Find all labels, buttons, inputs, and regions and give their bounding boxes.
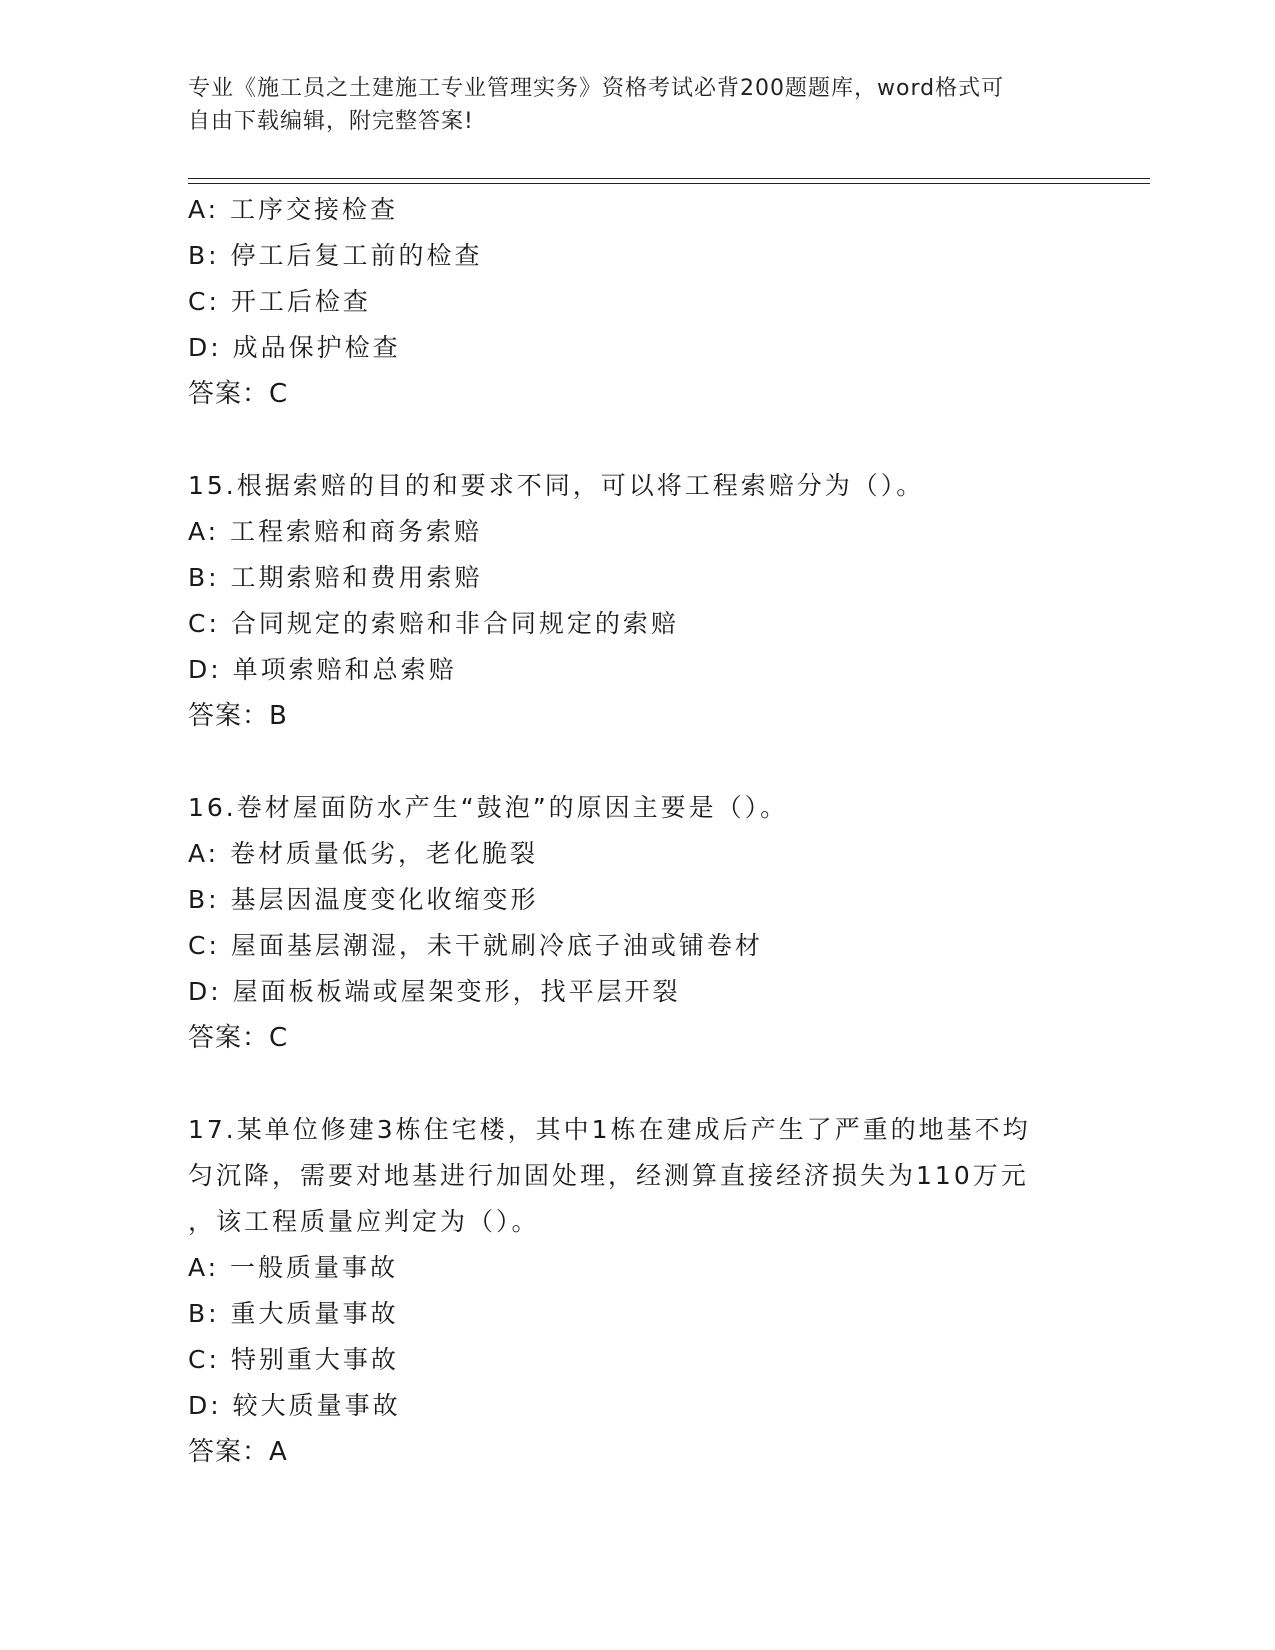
question-text-line-2: 匀沉降，需要对地基进行加固处理，经测算直接经济损失为110万元 — [188, 1161, 1029, 1190]
option-d: D: 屋面板板端或屋架变形，找平层开裂 — [188, 977, 681, 1006]
spacer — [188, 739, 1088, 785]
option-a: A: 工程索赔和商务索赔 — [188, 517, 483, 546]
option-a: A: 卷材质量低劣，老化脆裂 — [188, 839, 539, 868]
question-16 — [188, 785, 1088, 1061]
header-rule-top — [188, 178, 1150, 179]
answer: 答案：C — [188, 1023, 289, 1053]
document-header — [188, 72, 1068, 138]
option-a: A: 一般质量事故 — [188, 1253, 399, 1282]
question-text: 16.卷材屋面防水产生“鼓泡”的原因主要是（）。 — [188, 793, 789, 822]
option-c: C: 特别重大事故 — [188, 1345, 399, 1374]
header-line-2: 自由下载编辑，附完整答案! — [188, 109, 474, 134]
question-17 — [188, 1107, 1088, 1475]
option-d: D: 单项索赔和总索赔 — [188, 655, 457, 684]
question-15 — [188, 463, 1088, 739]
spacer — [188, 1061, 1088, 1107]
option-d: D: 较大质量事故 — [188, 1391, 401, 1420]
question-list — [188, 187, 1088, 1475]
option-c: C: 屋面基层潮湿，未干就刷冷底子油或铺卷材 — [188, 931, 763, 960]
answer: 答案：C — [188, 379, 289, 409]
question-text-line-3: ，该工程质量应判定为（）。 — [188, 1207, 540, 1236]
answer: 答案：A — [188, 1437, 288, 1467]
question-14 — [188, 187, 1088, 417]
option-a: A: 工序交接检查 — [188, 195, 399, 224]
option-b: B: 停工后复工前的检查 — [188, 241, 483, 270]
option-b: B: 工期索赔和费用索赔 — [188, 563, 483, 592]
option-b: B: 重大质量事故 — [188, 1299, 399, 1328]
answer: 答案：B — [188, 701, 288, 731]
option-c: C: 合同规定的索赔和非合同规定的索赔 — [188, 609, 679, 638]
header-rule-bottom — [188, 183, 1150, 184]
option-c: C: 开工后检查 — [188, 287, 371, 316]
option-b: B: 基层因温度变化收缩变形 — [188, 885, 539, 914]
question-text: 15.根据索赔的目的和要求不同，可以将工程索赔分为（）。 — [188, 471, 925, 500]
header-line-1: 专业《施工员之土建施工专业管理实务》资格考试必背200题题库，word格式可 — [188, 76, 1005, 101]
question-text-line-1: 17.某单位修建3栋住宅楼，其中1栋在建成后产生了严重的地基不均 — [188, 1115, 1031, 1144]
option-d: D: 成品保护检查 — [188, 333, 401, 362]
spacer — [188, 417, 1088, 463]
